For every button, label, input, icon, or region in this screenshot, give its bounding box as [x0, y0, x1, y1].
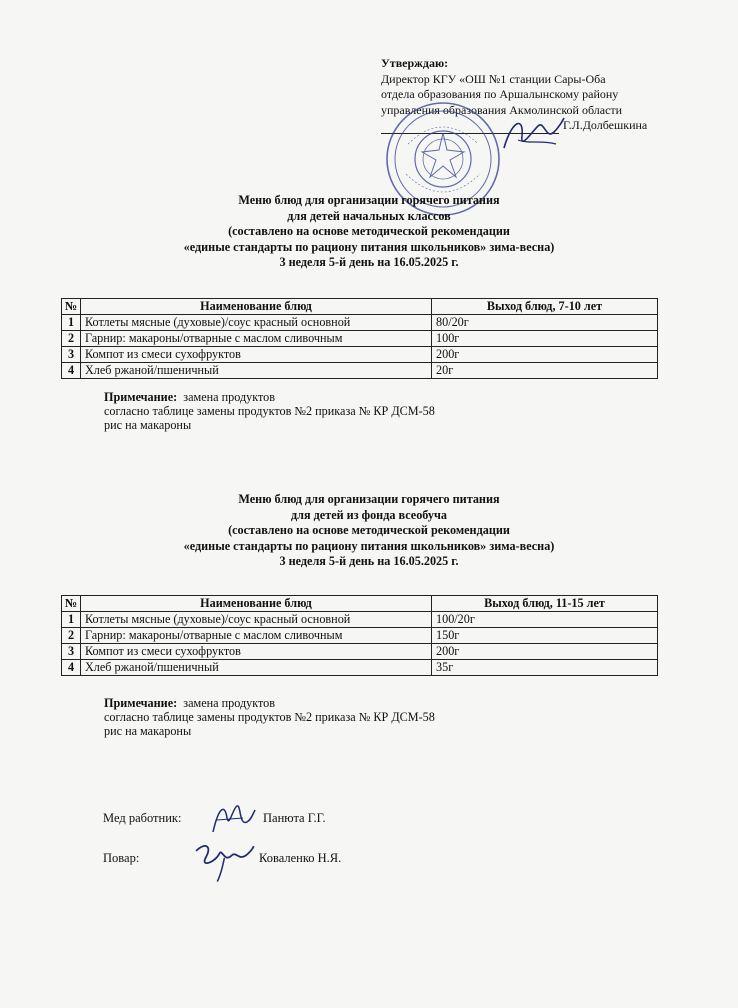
menu2-title-line: (составлено на основе методической рекомендации	[228, 523, 510, 537]
medic-signature-row	[103, 798, 326, 838]
medic-signature	[203, 798, 259, 838]
note-text: замена продуктов	[183, 390, 276, 404]
cook-signature-row	[103, 834, 341, 882]
menu1-title-line: Меню блюд для организации горячего питания	[238, 193, 500, 207]
medic-name: Панюта Г.Г.	[263, 810, 326, 825]
dish-output: 20г	[432, 363, 658, 379]
row-num: 2	[62, 331, 81, 347]
menu2-title-line: «единые стандарты по рациону питания школьников» зима-весна)	[183, 538, 555, 553]
table-row	[62, 612, 658, 628]
col-header-num: №	[62, 299, 81, 315]
dish-output: 80/20г	[432, 315, 658, 331]
row-num: 4	[62, 660, 81, 676]
note-line: согласно таблице замены продуктов №2 приказа № КР ДСМ-58	[104, 404, 435, 418]
row-num: 2	[62, 628, 81, 644]
menu1-title-line: для детей начальных классов	[287, 208, 451, 223]
dish-output: 100г	[432, 331, 658, 347]
menu1-table	[61, 298, 658, 379]
menu1-title-line: (составлено на основе методической рекомендации	[228, 224, 510, 238]
row-num: 1	[62, 612, 81, 628]
note-text: замена продуктов	[183, 696, 276, 710]
approval-heading: Утверждаю:	[381, 56, 449, 70]
row-num: 3	[62, 644, 81, 660]
table-row	[62, 315, 658, 331]
dish-name: Котлеты мясные (духовые)/соус красный основной	[81, 612, 432, 628]
col-header-name: Наименование блюд	[81, 299, 432, 315]
director-signature	[498, 110, 568, 160]
table-row	[62, 628, 658, 644]
menu2-note	[104, 696, 435, 738]
note-line: рис на макароны	[104, 418, 192, 432]
row-num: 1	[62, 315, 81, 331]
menu1-title	[0, 193, 738, 271]
dish-name: Котлеты мясные (духовые)/соус красный основной	[81, 315, 432, 331]
menu1-title-line: 3 неделя 5-й день на 16.05.2025 г.	[279, 255, 459, 269]
menu2-title-line: Меню блюд для организации горячего питания	[238, 492, 500, 506]
menu2-title-line: для детей из фонда всеобуча	[291, 507, 447, 522]
row-num: 4	[62, 363, 81, 379]
approval-line-3: управления образования Акмолинской области	[381, 102, 623, 117]
dish-output: 200г	[432, 347, 658, 363]
approval-line-1: Директор КГУ «ОШ №1 станции Сары-Оба	[381, 71, 606, 86]
col-header-output: Выход блюд, 11-15 лет	[432, 596, 658, 612]
note-label: Примечание:	[104, 390, 178, 404]
table-row	[62, 363, 658, 379]
table-row	[62, 347, 658, 363]
cook-name: Коваленко Н.Я.	[259, 850, 342, 865]
dish-output: 200г	[432, 644, 658, 660]
dish-name: Компот из смеси сухофруктов	[81, 644, 432, 660]
table-row	[62, 644, 658, 660]
dish-name: Гарнир: макароны/отварные с маслом сливочным	[81, 628, 432, 644]
menu2-title-line: 3 неделя 5-й день на 16.05.2025 г.	[279, 554, 459, 568]
menu1-note	[104, 390, 435, 432]
medic-label: Мед работник:	[103, 810, 182, 825]
col-header-name: Наименование блюд	[81, 596, 432, 612]
menu2-table	[61, 595, 658, 676]
menu1-title-line: «единые стандарты по рациону питания школьников» зима-весна)	[183, 239, 555, 254]
dish-output: 100/20г	[432, 612, 658, 628]
cook-label: Повар:	[103, 850, 140, 865]
note-line: рис на макароны	[104, 724, 192, 738]
col-header-output: Выход блюд, 7-10 лет	[432, 299, 658, 315]
table-header-row	[62, 299, 658, 315]
dish-name: Компот из смеси сухофруктов	[81, 347, 432, 363]
approval-line-2: отдела образования по Аршалынскому району	[381, 87, 619, 101]
dish-name: Хлеб ржаной/пшеничный	[81, 660, 432, 676]
table-row	[62, 331, 658, 347]
table-header-row	[62, 596, 658, 612]
approval-signer: Г.Л.Долбешкина	[563, 118, 648, 132]
dish-output: 150г	[432, 628, 658, 644]
cook-signature	[189, 834, 255, 882]
dish-name: Гарнир: макароны/отварные с маслом сливочным	[81, 331, 432, 347]
col-header-num: №	[62, 596, 81, 612]
dish-output: 35г	[432, 660, 658, 676]
row-num: 3	[62, 347, 81, 363]
table-row	[62, 660, 658, 676]
dish-name: Хлеб ржаной/пшеничный	[81, 363, 432, 379]
note-line: согласно таблице замены продуктов №2 приказа № КР ДСМ-58	[104, 710, 435, 724]
note-label: Примечание:	[104, 696, 178, 710]
menu2-title	[0, 492, 738, 570]
